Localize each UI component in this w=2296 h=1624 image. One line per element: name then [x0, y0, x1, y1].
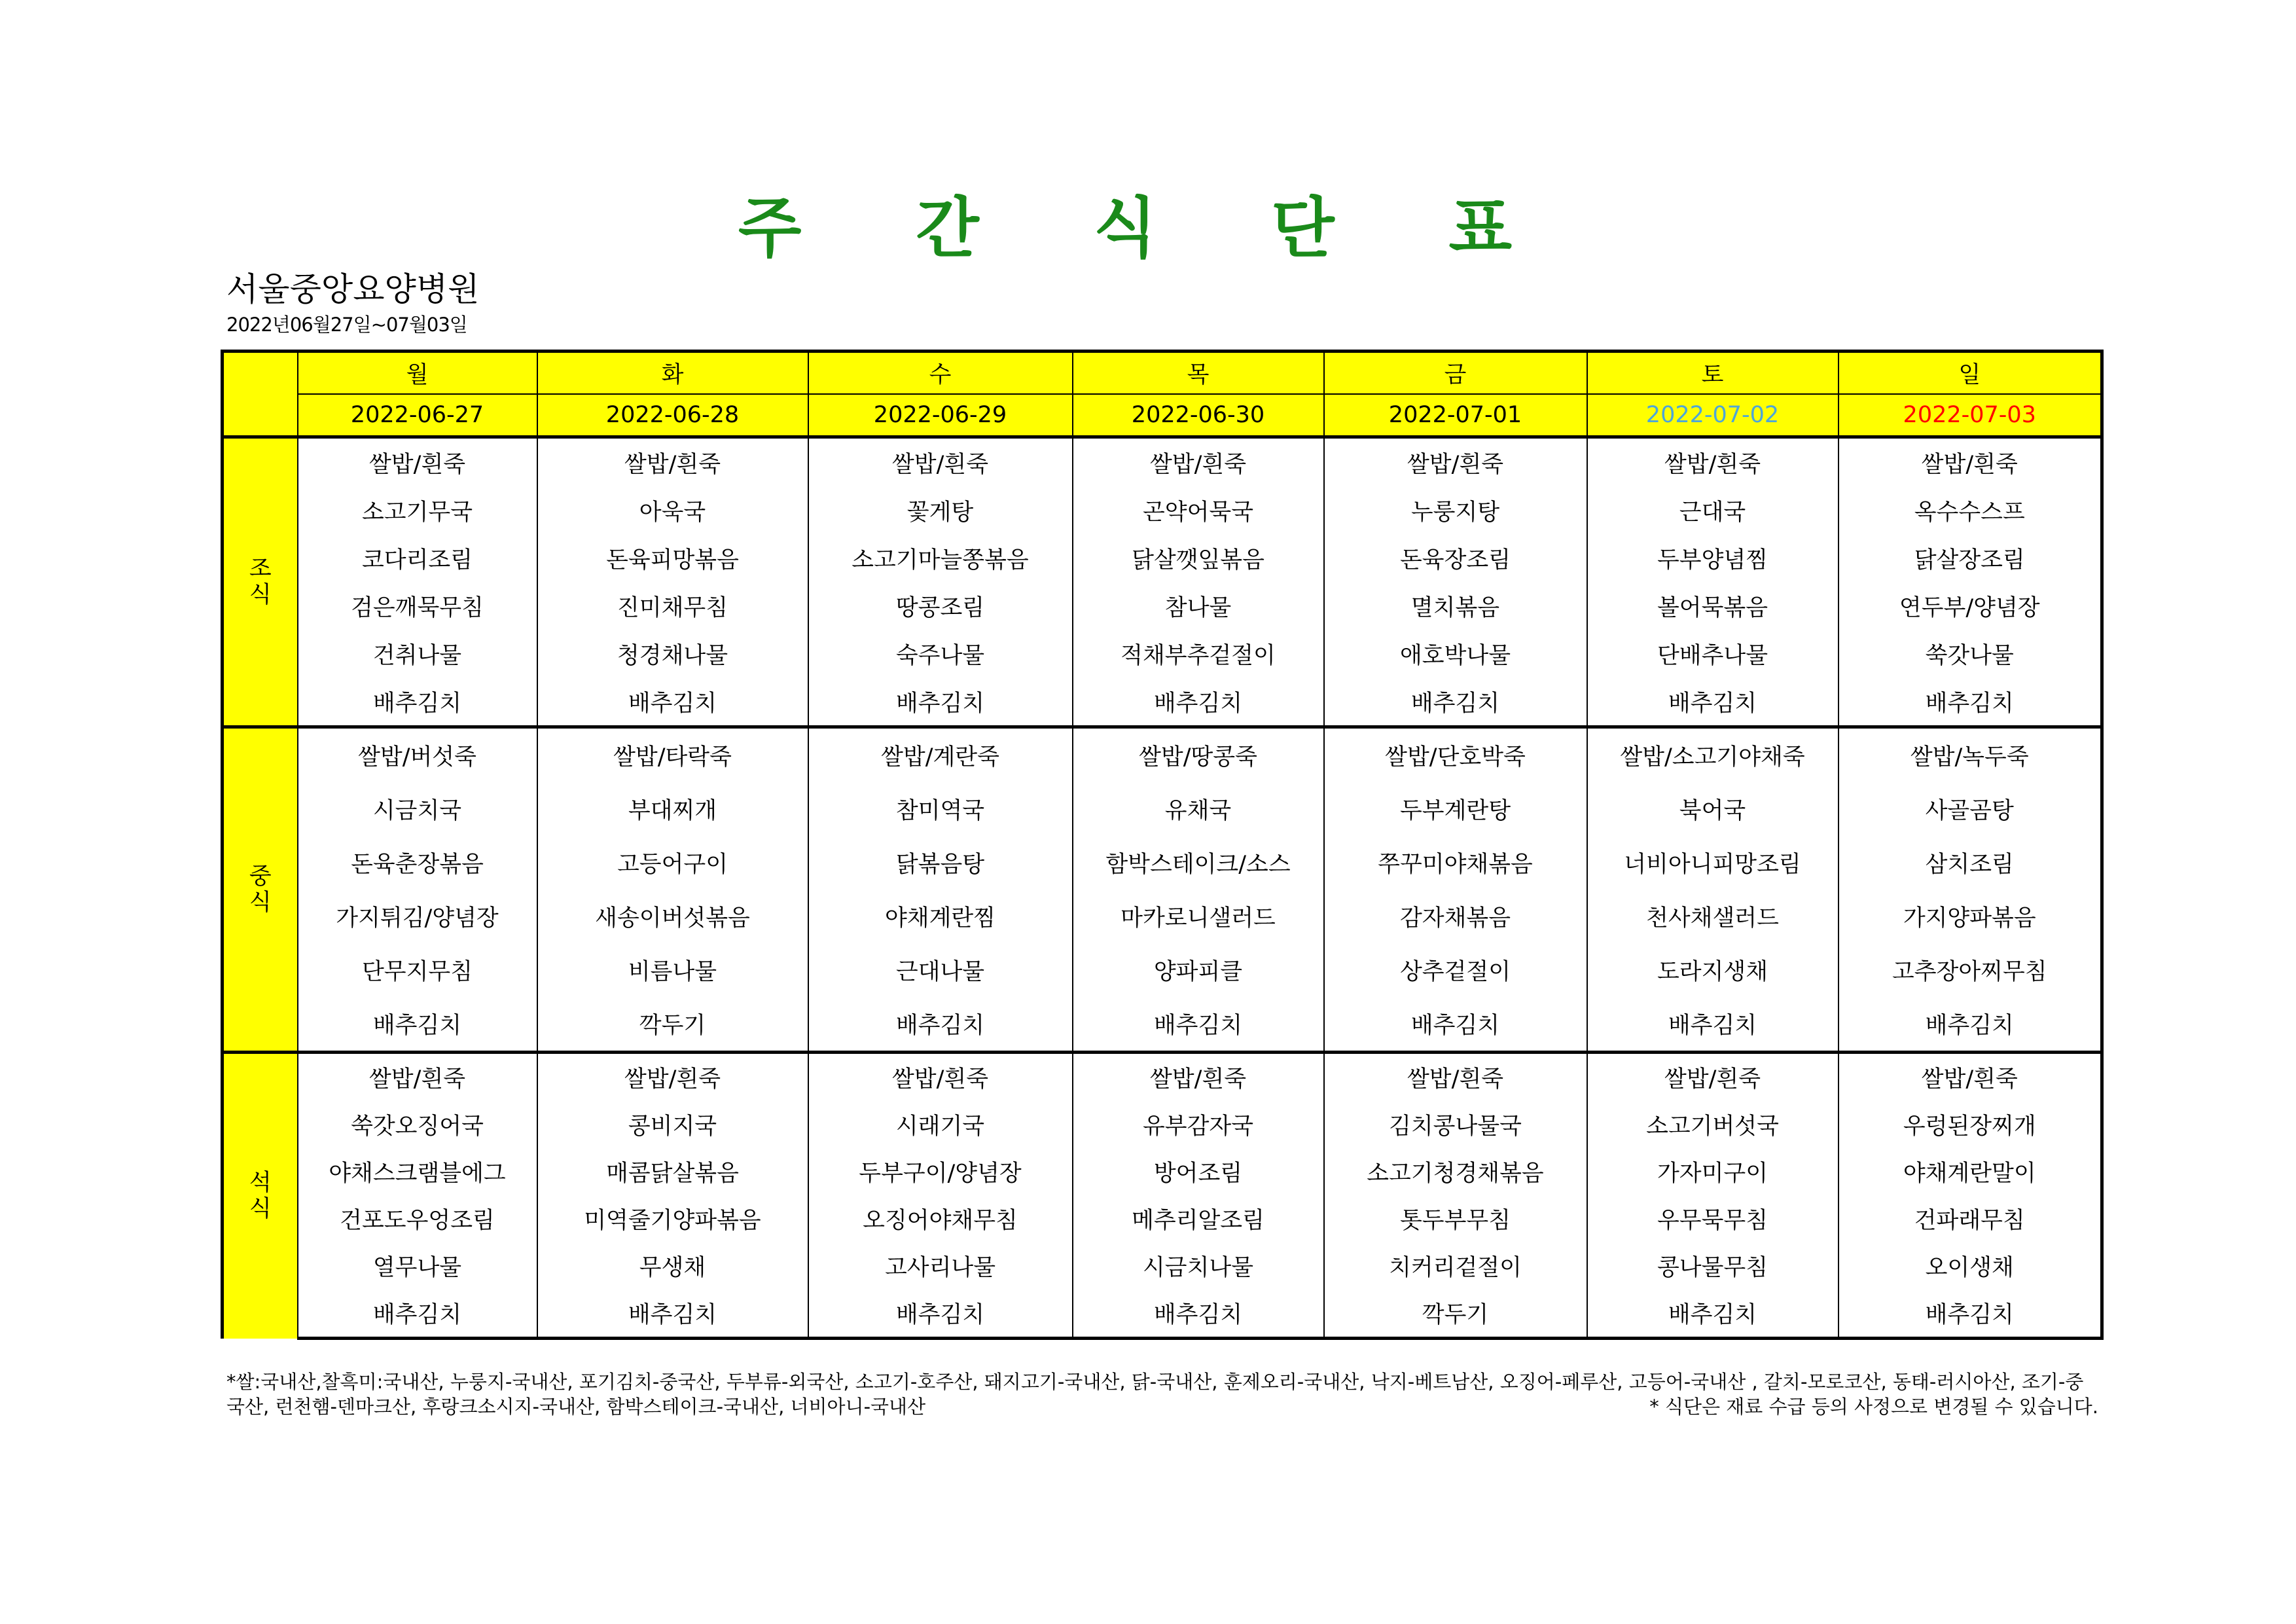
menu-item: 돈육장조림	[1324, 534, 1587, 582]
menu-item: 돈육피망볶음	[537, 534, 808, 582]
menu-item: 사골곰탕	[1839, 782, 2102, 836]
menu-item: 야채계란찜	[808, 890, 1073, 943]
page-title: 주 간 식 단 표	[738, 190, 1558, 266]
menu-item: 야채스크램블에그	[298, 1148, 537, 1195]
menu-item: 청경채나물	[537, 630, 808, 677]
date-header: 2022-06-28	[537, 394, 808, 437]
menu-row	[223, 1148, 2102, 1195]
menu-item: 무생채	[537, 1242, 808, 1290]
day-header-row	[223, 352, 2102, 395]
menu-item: 배추김치	[808, 1290, 1073, 1339]
menu-item: 배추김치	[1587, 997, 1839, 1053]
menu-item: 쌀밥/타락죽	[537, 727, 808, 783]
menu-item: 참미역국	[808, 782, 1073, 836]
menu-row	[223, 1101, 2102, 1148]
menu-item: 치커리겉절이	[1324, 1242, 1587, 1290]
menu-row	[223, 437, 2102, 487]
menu-item: 쌀밥/계란죽	[808, 727, 1073, 783]
hospital-name: 서울중앙요양병원	[226, 270, 480, 308]
meal-label: 석 식	[223, 1053, 298, 1339]
menu-item: 근대국	[1587, 486, 1839, 534]
day-header: 목	[1073, 352, 1324, 395]
menu-row	[223, 1053, 2102, 1102]
menu-item: 쭈꾸미야채볶음	[1324, 836, 1587, 890]
menu-item: 감자채볶음	[1324, 890, 1587, 943]
menu-item: 가지튀김/양념장	[298, 890, 537, 943]
menu-item: 우렁된장찌개	[1839, 1101, 2102, 1148]
menu-item: 가자미구이	[1587, 1148, 1839, 1195]
date-header: 2022-07-01	[1324, 394, 1587, 437]
menu-item: 아욱국	[537, 486, 808, 534]
menu-item: 야채계란말이	[1839, 1148, 2102, 1195]
menu-item: 콩나물무침	[1587, 1242, 1839, 1290]
menu-item: 소고기마늘쫑볶음	[808, 534, 1073, 582]
menu-item: 유채국	[1073, 782, 1324, 836]
menu-item: 쌀밥/녹두죽	[1839, 727, 2102, 783]
menu-row	[223, 1242, 2102, 1290]
menu-row	[223, 782, 2102, 836]
date-header: 2022-06-27	[298, 394, 537, 437]
menu-item: 부대찌개	[537, 782, 808, 836]
menu-row	[223, 727, 2102, 783]
menu-item: 배추김치	[1073, 677, 1324, 727]
menu-item: 마카로니샐러드	[1073, 890, 1324, 943]
menu-item: 숙주나물	[808, 630, 1073, 677]
menu-row	[223, 677, 2102, 727]
date-header: 2022-07-02	[1587, 394, 1839, 437]
menu-item: 쌀밥/흰죽	[1073, 437, 1324, 487]
menu-item: 너비아니피망조림	[1587, 836, 1839, 890]
menu-item: 오징어야채무침	[808, 1195, 1073, 1242]
menu-item: 가지양파볶음	[1839, 890, 2102, 943]
menu-item: 배추김치	[1587, 677, 1839, 727]
menu-item: 쌀밥/소고기야채죽	[1587, 727, 1839, 783]
date-header-row	[223, 394, 2102, 437]
date-header: 2022-06-29	[808, 394, 1073, 437]
menu-item: 닭살깻잎볶음	[1073, 534, 1324, 582]
menu-item: 참나물	[1073, 582, 1324, 630]
menu-item: 쌀밥/흰죽	[808, 437, 1073, 487]
menu-item: 시래기국	[808, 1101, 1073, 1148]
footer	[226, 1369, 2098, 1419]
menu-item: 배추김치	[1839, 1290, 2102, 1339]
menu-item: 고추장아찌무침	[1839, 943, 2102, 997]
menu-item: 쌀밥/흰죽	[1587, 1053, 1839, 1102]
menu-item: 쌀밥/흰죽	[298, 1053, 537, 1102]
menu-item: 배추김치	[1324, 997, 1587, 1053]
menu-item: 열무나물	[298, 1242, 537, 1290]
menu-item: 쑥갓오징어국	[298, 1101, 537, 1148]
menu-row	[223, 943, 2102, 997]
menu-item: 매콤닭살볶음	[537, 1148, 808, 1195]
day-header: 수	[808, 352, 1073, 395]
menu-row	[223, 1290, 2102, 1339]
menu-item: 땅콩조림	[808, 582, 1073, 630]
date-header: 2022-06-30	[1073, 394, 1324, 437]
menu-item: 시금치나물	[1073, 1242, 1324, 1290]
menu-item: 쌀밥/흰죽	[1324, 1053, 1587, 1102]
menu-item: 애호박나물	[1324, 630, 1587, 677]
menu-item: 김치콩나물국	[1324, 1101, 1587, 1148]
menu-item: 배추김치	[298, 677, 537, 727]
menu-item: 쌀밥/흰죽	[537, 437, 808, 487]
day-header: 토	[1587, 352, 1839, 395]
menu-item: 배추김치	[537, 1290, 808, 1339]
menu-item: 소고기청경채볶음	[1324, 1148, 1587, 1195]
change-notice: * 식단은 재료 수급 등의 사정으로 변경될 수 있습니다.	[1649, 1396, 2098, 1418]
menu-item: 상추겉절이	[1324, 943, 1587, 997]
menu-item: 닭살장조림	[1839, 534, 2102, 582]
menu-item: 검은깨묵무침	[298, 582, 537, 630]
menu-item: 배추김치	[808, 677, 1073, 727]
menu-row	[223, 890, 2102, 943]
menu-item: 쌀밥/땅콩죽	[1073, 727, 1324, 783]
menu-item: 건포도우엉조림	[298, 1195, 537, 1242]
menu-item: 북어국	[1587, 782, 1839, 836]
menu-item: 배추김치	[1324, 677, 1587, 727]
menu-item: 양파피클	[1073, 943, 1324, 997]
menu-row	[223, 534, 2102, 582]
menu-item: 깍두기	[1324, 1290, 1587, 1339]
menu-item: 건취나물	[298, 630, 537, 677]
date-header: 2022-07-03	[1839, 394, 2102, 437]
menu-item: 쑥갓나물	[1839, 630, 2102, 677]
weekly-menu-table	[221, 350, 2104, 1340]
menu-item: 건파래무침	[1839, 1195, 2102, 1242]
menu-item: 소고기무국	[298, 486, 537, 534]
menu-row	[223, 836, 2102, 890]
menu-row	[223, 582, 2102, 630]
menu-item: 메추리알조림	[1073, 1195, 1324, 1242]
menu-item: 두부양념찜	[1587, 534, 1839, 582]
menu-item: 배추김치	[298, 1290, 537, 1339]
menu-item: 볼어묵볶음	[1587, 582, 1839, 630]
menu-item: 시금치국	[298, 782, 537, 836]
menu-item: 우무묵무침	[1587, 1195, 1839, 1242]
menu-item: 오이생채	[1839, 1242, 2102, 1290]
menu-item: 두부계란탕	[1324, 782, 1587, 836]
menu-item: 도라지생채	[1587, 943, 1839, 997]
menu-item: 배추김치	[1073, 1290, 1324, 1339]
menu-item: 연두부/양념장	[1839, 582, 2102, 630]
menu-item: 근대나물	[808, 943, 1073, 997]
menu-item: 천사채샐러드	[1587, 890, 1839, 943]
day-header: 월	[298, 352, 537, 395]
menu-item: 배추김치	[298, 997, 537, 1053]
menu-item: 배추김치	[1839, 677, 2102, 727]
menu-item: 닭볶음탕	[808, 836, 1073, 890]
menu-item: 배추김치	[537, 677, 808, 727]
menu-item: 소고기버섯국	[1587, 1101, 1839, 1148]
menu-item: 새송이버섯볶음	[537, 890, 808, 943]
menu-item: 옥수수스프	[1839, 486, 2102, 534]
menu-row	[223, 486, 2102, 534]
menu-item: 배추김치	[1839, 997, 2102, 1053]
origin-notice: *쌀:국내산,찰흑미:국내산, 누룽지-국내산, 포기김치-중국산, 두부류-외국산, 소고기-호주산, 돼지고기-국내산, 닭-국내산, 훈제오리-국내산, 낙지-베트남산, 오징어-페루산, 고등어-국내산 , 갈치-모로코산, 동태-러시아산, 조기-중국산, 런천햄-덴마크산, 후랑크소시지-국내산, 함박스테이크-국내산, 너비아니-국내산	[226, 1371, 2084, 1418]
menu-item: 돈육춘장볶음	[298, 836, 537, 890]
menu-item: 쌀밥/단호박죽	[1324, 727, 1587, 783]
meal-label: 조 식	[223, 437, 298, 727]
menu-row	[223, 997, 2102, 1053]
menu-item: 적채부추겉절이	[1073, 630, 1324, 677]
menu-item: 곤약어묵국	[1073, 486, 1324, 534]
menu-row	[223, 1195, 2102, 1242]
menu-row	[223, 630, 2102, 677]
day-header: 화	[537, 352, 808, 395]
menu-item: 배추김치	[1587, 1290, 1839, 1339]
menu-item: 쌀밥/흰죽	[537, 1053, 808, 1102]
menu-item: 방어조림	[1073, 1148, 1324, 1195]
menu-item: 고사리나물	[808, 1242, 1073, 1290]
menu-item: 누룽지탕	[1324, 486, 1587, 534]
menu-item: 유부감자국	[1073, 1101, 1324, 1148]
menu-item: 쌀밥/흰죽	[298, 437, 537, 487]
menu-item: 쌀밥/흰죽	[1073, 1053, 1324, 1102]
menu-item: 고등어구이	[537, 836, 808, 890]
meal-label: 중 식	[223, 727, 298, 1053]
menu-item: 쌀밥/흰죽	[1839, 437, 2102, 487]
menu-item: 배추김치	[808, 997, 1073, 1053]
menu-item: 콩비지국	[537, 1101, 808, 1148]
menu-item: 미역줄기양파볶음	[537, 1195, 808, 1242]
menu-item: 쌀밥/버섯죽	[298, 727, 537, 783]
menu-item: 단무지무침	[298, 943, 537, 997]
menu-item: 두부구이/양념장	[808, 1148, 1073, 1195]
menu-item: 진미채무침	[537, 582, 808, 630]
menu-item: 쌀밥/흰죽	[1587, 437, 1839, 487]
menu-item: 쌀밥/흰죽	[1839, 1053, 2102, 1102]
header-corner-cell	[223, 352, 298, 437]
menu-item: 멸치볶음	[1324, 582, 1587, 630]
menu-item: 톳두부무침	[1324, 1195, 1587, 1242]
menu-item: 삼치조림	[1839, 836, 2102, 890]
menu-item: 쌀밥/흰죽	[808, 1053, 1073, 1102]
menu-item: 깍두기	[537, 997, 808, 1053]
menu-item: 비름나물	[537, 943, 808, 997]
menu-period: 2022년06월27일~07월03일	[226, 314, 467, 336]
menu-item: 함박스테이크/소스	[1073, 836, 1324, 890]
day-header: 금	[1324, 352, 1587, 395]
menu-item: 배추김치	[1073, 997, 1324, 1053]
day-header: 일	[1839, 352, 2102, 395]
menu-item: 코다리조림	[298, 534, 537, 582]
menu-item: 단배추나물	[1587, 630, 1839, 677]
menu-item: 쌀밥/흰죽	[1324, 437, 1587, 487]
menu-item: 꽃게탕	[808, 486, 1073, 534]
